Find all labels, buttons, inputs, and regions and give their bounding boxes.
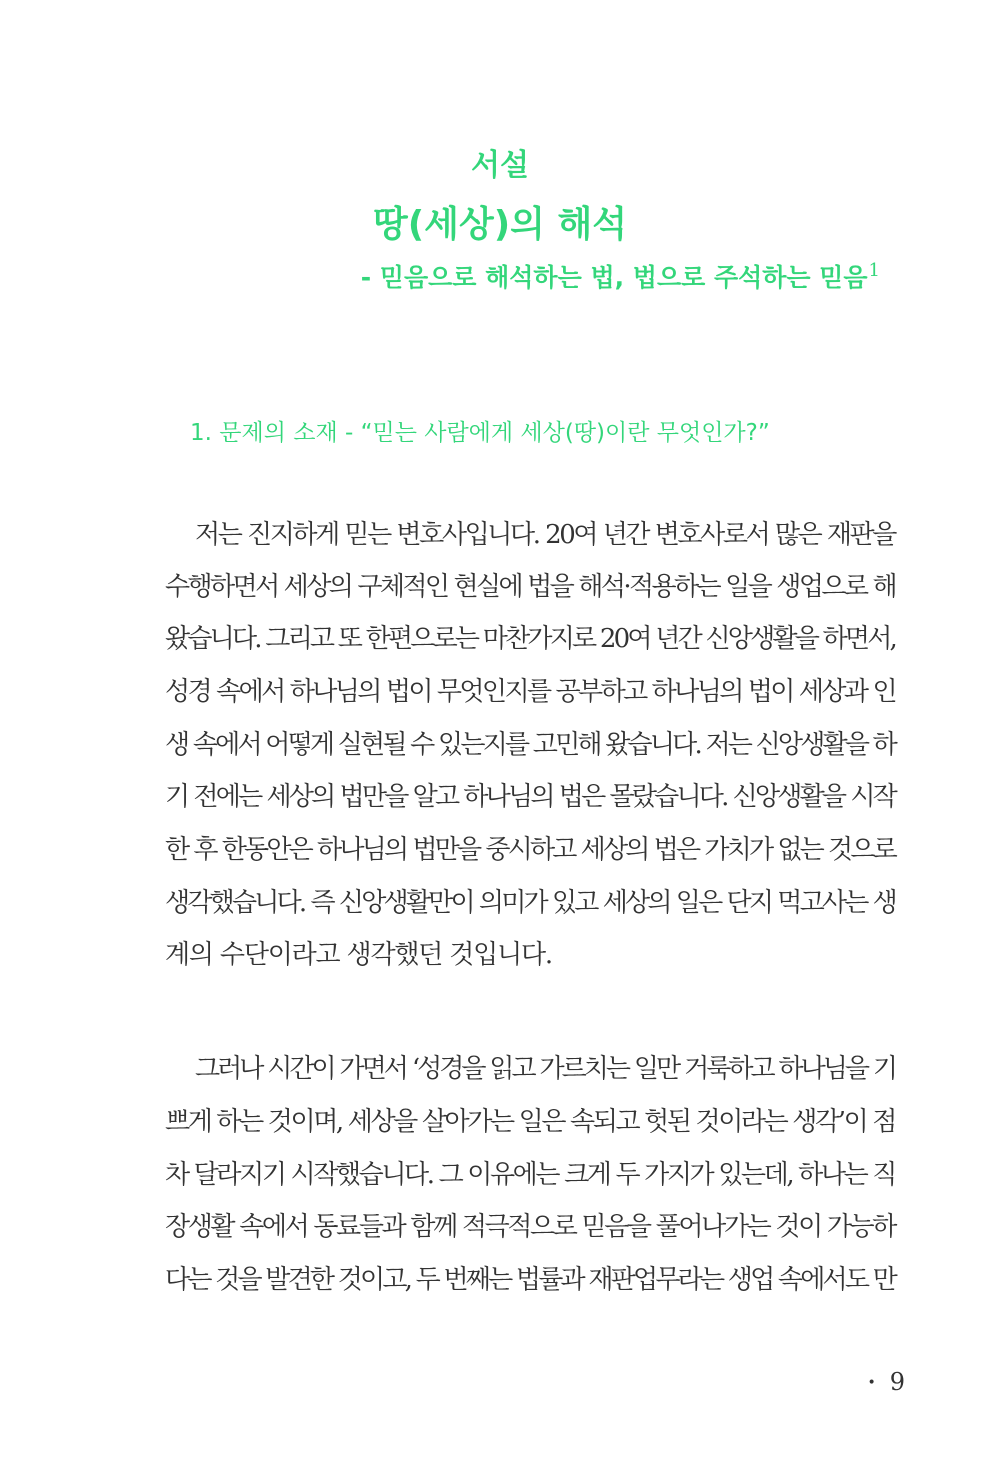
chapter-label: 서설 [471, 148, 529, 183]
paragraph-line: 한 후 한동안은 하나님의 법만을 중시하고 세상의 법은 가치가 없는 것으로 [165, 835, 895, 865]
footnote-reference[interactable]: 1 [868, 260, 880, 281]
paragraph-line: 계의 수단이라고 생각했던 것입니다. [165, 940, 552, 970]
paragraph-line: 그러나 시간이 가면서 ‘성경을 읽고 가르치는 일만 거룩하고 하나님을 기 [195, 1054, 895, 1084]
paragraph-line: 왔습니다. 그리고 또 한편으로는 마찬가지로 20여 년간 신앙생활을 하면서, [165, 624, 895, 654]
chapter-subtitle-text: - 믿음으로 해석하는 법, 법으로 주석하는 믿음 [360, 263, 868, 292]
chapter-title: 땅(세상)의 해석 [372, 204, 628, 245]
paragraph-line: 기 전에는 세상의 법만을 알고 하나님의 법은 몰랐습니다. 신앙생활을 시작 [165, 782, 895, 812]
paragraph-line: 성경 속에서 하나님의 법이 무엇인지를 공부하고 하나님의 법이 세상과 인 [165, 677, 895, 707]
page-bullet: • [867, 1375, 876, 1391]
paragraph-line: 다는 것을 발견한 것이고, 두 번째는 법률과 재판업무라는 생업 속에서도 만 [165, 1265, 895, 1295]
section-heading: 1. 문제의 소재 - “믿는 사람에게 세상(땅)이란 무엇인가?” [190, 420, 770, 446]
paragraph-line: 저는 진지하게 믿는 변호사입니다. 20여 년간 변호사로서 많은 재판을 [195, 520, 895, 550]
page-number: 9 [889, 1368, 905, 1396]
paragraph-line: 수행하면서 세상의 구체적인 현실에 법을 해석·적용하는 일을 생업으로 해 [165, 572, 895, 602]
page-number-footer [845, 1368, 905, 1396]
paragraph-line: 쁘게 하는 것이며, 세상을 살아가는 일은 속되고 헛된 것이라는 생각’이 점 [165, 1107, 895, 1137]
paragraph-line: 생 속에서 어떻게 실현될 수 있는지를 고민해 왔습니다. 저는 신앙생활을 하 [165, 730, 895, 760]
paragraph-line: 차 달라지기 시작했습니다. 그 이유에는 크게 두 가지가 있는데, 하나는 직 [165, 1160, 895, 1190]
paragraph-line: 장생활 속에서 동료들과 함께 적극적으로 믿음을 풀어나가는 것이 가능하 [165, 1212, 895, 1242]
paragraph-line: 생각했습니다. 즉 신앙생활만이 의미가 있고 세상의 일은 단지 먹고사는 생 [165, 888, 895, 918]
chapter-subtitle [180, 258, 880, 294]
